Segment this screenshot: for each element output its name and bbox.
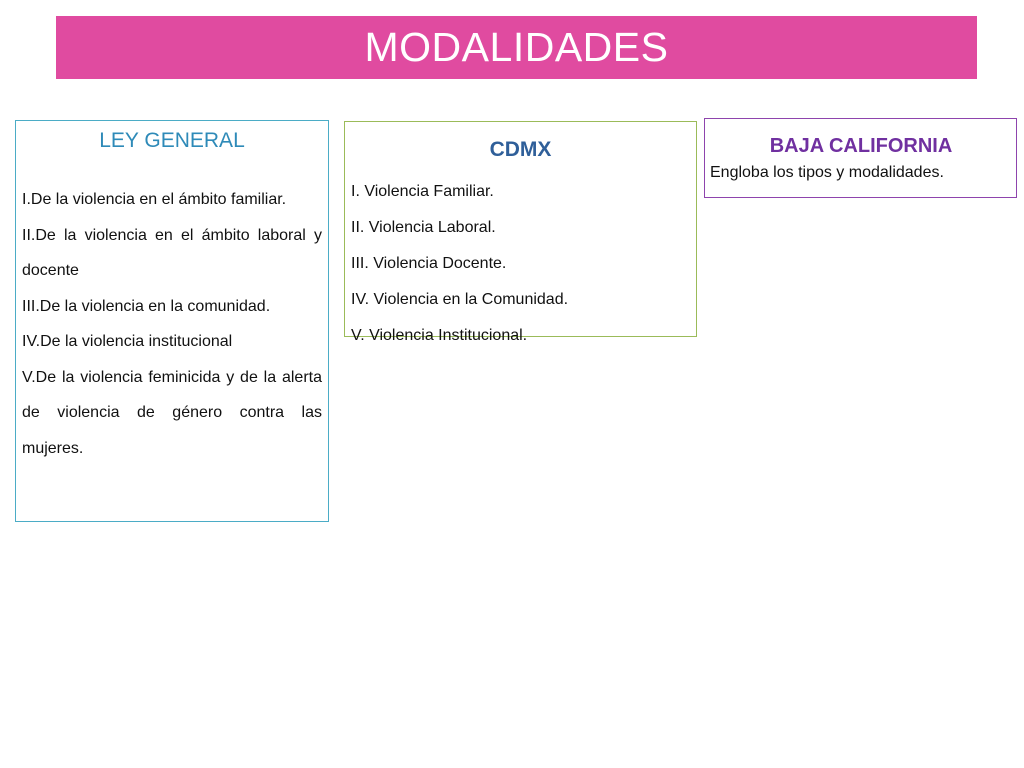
list-item: I. Violencia Familiar. [351,183,494,200]
list-item: IV.De la violencia institucional [22,333,233,350]
baja-california-text: Engloba los tipos y modalidades. [710,164,944,181]
ley-general-heading: LEY GENERAL [99,129,245,152]
title-banner [56,16,977,79]
cdmx-list [351,174,690,354]
list-item: III. Violencia Docente. [351,255,507,272]
list-item: III.De la violencia en la comunidad. [22,297,271,315]
baja-california-heading: BAJA CALIFORNIA [769,135,953,157]
list-item: II.De la violencia en el ámbito laboral y docente [22,226,322,279]
slide-title: MODALIDADES [364,24,669,70]
baja-california-box [704,118,1017,198]
ley-general-box [15,120,329,522]
cdmx-heading: CDMX [489,138,552,161]
list-item: II. Violencia Laboral. [351,219,496,236]
list-item: I.De la violencia en el ámbito familiar. [22,191,287,208]
list-item: V. Violencia Institucional. [351,327,528,344]
list-item: V.De la violencia feminicida y de la alerta de violencia de género contra las mujeres. [22,368,322,457]
list-item: IV. Violencia en la Comunidad. [351,291,569,308]
ley-general-list [22,182,322,466]
cdmx-box [344,121,697,344]
